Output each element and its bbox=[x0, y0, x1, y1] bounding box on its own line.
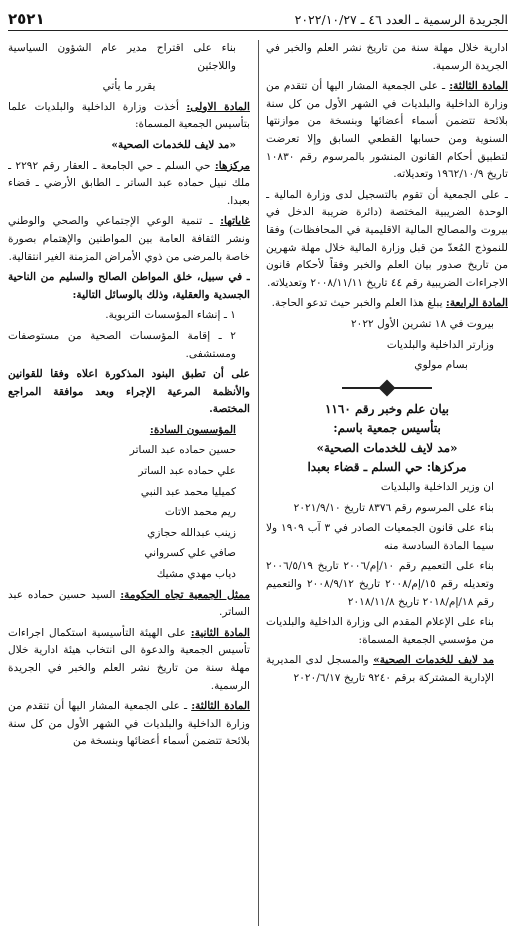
article-label: المادة الثالثة: bbox=[449, 80, 508, 93]
section-separator bbox=[342, 381, 432, 395]
means-item: ٢ ـ إقامة المؤسسات الصحية من مستوصفات ومستشفى. bbox=[8, 329, 236, 360]
paragraph: بناء على قانون الجمعيات الصادر في ٣ آب ١٩٠٩ ولا سيما المادة السادسة منه bbox=[266, 522, 494, 552]
paragraph: بناء على اقتراح مدير عام الشؤون السياسية واللاجئين bbox=[8, 42, 236, 72]
goals-bold: ـ في سبيل، خلق المواطن الصالح والسليم من الناحية الجسدية والعقلية، وذلك بالوسائل التالية: bbox=[8, 271, 250, 301]
article-label: المادة الرابعة: bbox=[445, 297, 508, 310]
founder-name: علي حماده عبد الساتر bbox=[138, 465, 236, 478]
goals-label: غاياتها: bbox=[220, 215, 250, 228]
page-header bbox=[8, 8, 508, 31]
article-text: على الهيئة التأسيسية استكمال اجراءات تأسيس الجمعية والدعوة الى انتخاب هيئة ادارية خلال مهلة سنة من تاريخ نشر العلم والخبر في الجريدة الرسمية. bbox=[8, 626, 250, 692]
paragraph bbox=[266, 652, 508, 687]
notice-subtitle: «مد لايف للخدمات الصحية» bbox=[316, 440, 458, 455]
hq-label: مركزها: bbox=[214, 159, 250, 172]
article-text: ـ على الجمعية المشار اليها أن تتقدم من وزارة الداخلية والبلديات في الشهر الأول من كل سنة بلائحة تتضمن أسماء أعضائها وبنسخة من موازنتها السنوية ومن حسابها القطعي السابق وإلا تعرضت لتطبيق أحكام القانون المنشور بالمرسوم رقم ١٠٨٣٠ تاريخ ١٩٦٢/١٠/٩ وتعديلاته. bbox=[266, 80, 508, 181]
article-text: أخذت وزارة الداخلية والبلديات علما بتأسيس الجمعية المسماة: bbox=[8, 100, 250, 131]
founder-name: دياب مهدي مشيك bbox=[156, 568, 236, 581]
notice-subtitle: مركزها: حي السلم ـ قضاء بعبدا bbox=[307, 460, 467, 475]
means-item: ١ ـ إنشاء المؤسسات التربوية. bbox=[105, 309, 236, 322]
minister-name: بسام مولوي bbox=[414, 359, 468, 372]
founder-name: كميليا محمد عبد النبي bbox=[140, 485, 236, 498]
decides-line: يقرر ما يأتي bbox=[102, 80, 156, 93]
article-text: ـ على الجمعية المشار اليها أن تتقدم من وزارة الداخلية والبلديات في الشهر الأول من كل سنة بلائحة تتضمن أسماء أعضائها وبنسخة من bbox=[8, 700, 250, 748]
article-label: المادة الثانية: bbox=[190, 626, 250, 639]
founder-name: زينب عبدالله حجازي bbox=[147, 526, 236, 539]
founders-list bbox=[8, 442, 250, 583]
founders-label: المؤسسون السادة: bbox=[149, 423, 236, 436]
rep-label: ممثل الجمعية تجاه الحكومة: bbox=[120, 588, 250, 601]
notice-title: بيان علم وخبر رقم ١١٦٠ bbox=[324, 401, 449, 416]
paragraph: بناء على المرسوم رقم ٨٣٧٦ تاريخ ٢٠٢١/٩/١٠ bbox=[293, 501, 494, 514]
goals bbox=[8, 213, 250, 266]
article-four bbox=[266, 295, 508, 313]
hq-text: حي السلم ـ حي الجامعة ـ العقار رقم ٢٢٩٢ ـ ملك نبيل حماده عبد الساتر ـ الطابق الأرضي ـ قضاء بعبدا. bbox=[8, 159, 250, 207]
association-name: مد لايف للخدمات الصحية» bbox=[373, 654, 494, 667]
association-name: «مد لايف للخدمات الصحية» bbox=[111, 138, 236, 151]
paragraph: ادارية خلال مهلة سنة من تاريخ نشر العلم والخبر في الجريدة الرسمية. bbox=[266, 42, 508, 72]
page-number: ٢٥٢١ bbox=[8, 10, 45, 28]
paragraph-text: والمسجل لدى المديرية الإدارية المشتركة برقم ٩٢٤٠ تاريخ ٢٠٢٠/٦/١٧ bbox=[266, 654, 494, 684]
article-three bbox=[266, 78, 508, 184]
minister-title: وزارتر الداخلية والبلديات bbox=[386, 338, 494, 351]
founder-name: ريم محمد الاتات bbox=[164, 506, 236, 519]
goals-text: ـ تنمية الوعي الإجتماعي والصحي والوطني ونشر الثقافة العامة بين المواطنين والإهتمام بصورة خاصة بالمرضى من ذوي الأمراض المزمنة الغير انتقالية. bbox=[8, 215, 250, 263]
running-title: الجريدة الرسمية ـ العدد ٤٦ ـ ٢٠٢٢/١٠/٢٧ bbox=[294, 11, 508, 27]
condition: على أن تطبق البنود المذكورة اعلاه وفقا للقوانين والأنظمة المرعية الإجراء وبعد موافقة المراجع المختصة. bbox=[8, 368, 250, 416]
left-column bbox=[8, 40, 250, 926]
notice-subtitle: بتأسيس جمعية باسم: bbox=[333, 421, 441, 436]
founder-name: حسين حماده عبد الساتر bbox=[129, 444, 236, 457]
article-one bbox=[8, 99, 250, 134]
paragraph: ـ على الجمعية أن تقوم بالتسجيل لدى وزارة المالية ـ الوحدة الضريبية المختصة (دائرة ضريبة الدخل في بيروت والمصالح المالية الاقليمية في المحافظات) وفقا للنموذج المُعدّ من قبل وزارة المالية خلال مهلة شهرين من تاريخ صدور بيان العلم والخبر وفقاً لأحكام قانون الاجراءات الضريبية رقم ٤٤ تاريخ ٢٠٠٨/١١/١١ وتعديلاته. bbox=[266, 188, 508, 289]
article-label: المادة الاولى: bbox=[186, 100, 250, 113]
representative bbox=[8, 587, 250, 622]
founder-name: صافي علي كسرواني bbox=[144, 547, 236, 560]
article-text: يبلغ هذا العلم والخبر حيث تدعو الحاجة. bbox=[271, 297, 446, 310]
headquarters bbox=[8, 158, 250, 211]
article-two bbox=[8, 625, 250, 695]
paragraph: بناء على التعميم رقم ١٠/إم/٢٠٠٦ تاريخ ٢٠٠٦/٥/١٩ وتعديله رقم ١٥/إم/٢٠٠٨ تاريخ ٢٠٠٨/٩/١٢ والتعميم رقم ١٨/إم/٢٠١٨ تاريخ ٢٠١٨/١١/٨ bbox=[266, 560, 494, 608]
paragraph: ان وزير الداخلية والبلديات bbox=[380, 481, 494, 494]
article-label: المادة الثالثة: bbox=[191, 700, 250, 713]
article-three bbox=[8, 698, 250, 751]
rep-text: السيد حسين حماده عبد الساتر. bbox=[8, 588, 250, 619]
paragraph: بناء على الإعلام المقدم الى وزارة الداخلية والبلديات من مؤسسي الجمعية المسماة: bbox=[266, 616, 494, 646]
column-divider bbox=[258, 40, 259, 926]
date-line: بيروت في ١٨ تشرين الأول ٢٠٢٢ bbox=[350, 317, 494, 330]
right-column bbox=[266, 40, 508, 926]
